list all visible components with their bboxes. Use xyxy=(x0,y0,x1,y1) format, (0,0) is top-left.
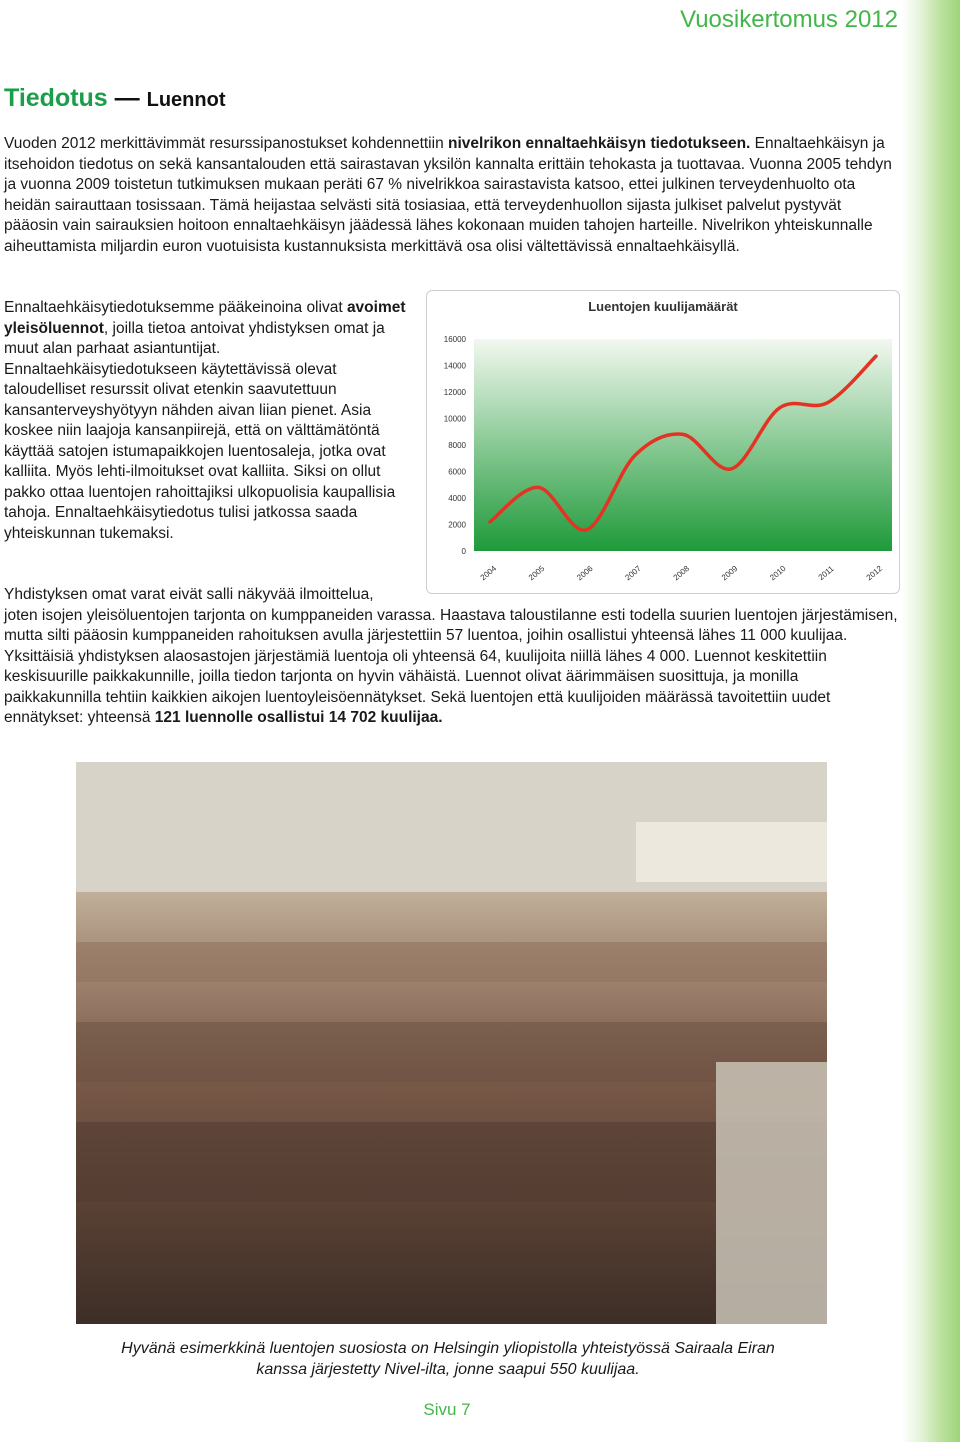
x-tick-label: 2009 xyxy=(719,563,740,583)
y-tick-label: 10000 xyxy=(443,414,466,424)
p2-bold-1: avoimet yleisöluennot xyxy=(4,299,406,337)
x-tick-label: 2011 xyxy=(816,564,836,583)
p2-text-2: , joilla tietoa antoivat yhdistyksen omat ja muut alan parhaat asiantuntijat. Ennaltaehkäisytiedotukseen käytettävissä olevat taloudelliset resurssit olivat etenkin saavutettuun kansanterveyshyötyyn nähden aivan liian pienet. Asia koskee niin laajoja kansanpiirejä, että on välttämätöntä käyttää satojen istumapaikkojen luentosaleja, jotka ovat kalliita. Myös lehti-ilmoitukset ovat kalliita. Siksi on ollut pakko ottaa luentojen rahoittajiksi ulkopuolisia kaupallisia tahoja. Ennaltaehkäisytiedotus tulisi jatkossa saada yhteiskunnan tukemaksi. xyxy=(4,319,396,542)
paragraph-intro xyxy=(4,134,898,257)
p3-text-0: Yhdistyksen omat varat eivät salli näkyvää ilmoittelua, xyxy=(4,586,374,603)
x-tick-label: 2012 xyxy=(864,563,885,583)
caption-line-1: Hyvänä esimerkkinä luentojen suosiosta on Helsingin yliopistolla yhteistyössä Sairaala Eiran xyxy=(121,1340,775,1357)
section-subtitle: Luennot xyxy=(146,89,226,111)
p2-text-1: Ennaltaehkäisytiedotuksemme pääkeinoina olivat xyxy=(4,299,347,316)
chart-title: Luentojen kuulijamäärät xyxy=(588,299,738,314)
lecture-hall-photo-svg xyxy=(76,762,827,1324)
x-tick-label: 2006 xyxy=(575,563,595,583)
y-tick-label: 4000 xyxy=(448,494,466,503)
attendance-chart xyxy=(426,290,900,594)
y-tick-label: 16000 xyxy=(443,335,466,344)
p3-bold-1: 121 luennolle osallistui 14 702 kuulijaa. xyxy=(154,709,443,726)
lecture-hall-photo xyxy=(76,762,827,1324)
p1-bold-1: nivelrikon ennaltaehkäisyn tiedotukseen. xyxy=(448,135,751,152)
photo-caption xyxy=(60,1338,836,1380)
y-tick-label: 14000 xyxy=(443,361,466,371)
y-tick-label: 8000 xyxy=(448,441,466,450)
x-tick-label: 2010 xyxy=(768,563,788,583)
section-dash: — xyxy=(114,84,140,112)
page-number: Sivu 7 xyxy=(423,1400,471,1419)
y-tick-label: 12000 xyxy=(443,388,466,397)
report-title: Vuosikertomus 2012 xyxy=(680,6,898,33)
plot-area-background xyxy=(474,339,892,551)
section-heading xyxy=(4,84,226,113)
x-tick-label: 2005 xyxy=(526,563,547,583)
paragraph-lectures xyxy=(4,298,416,544)
p1-text-1: Vuoden 2012 merkittävimmät resurssipanostukset kohdennettiin xyxy=(4,135,448,152)
section-title: Tiedotus xyxy=(4,84,108,112)
y-tick-label: 0 xyxy=(461,547,466,556)
side-accent-bar xyxy=(902,0,960,1442)
p3-text-1: joten isojen yleisöluentojen tarjonta on kumppaneiden varassa. Haastava taloustilanne esti todella suurien luentojen järjestämisen, mutta silti pääosin kumppaneiden rahoituksen avulla järjestettiin 57 luentoa, joihin osallistui yhteensä lähes 11 000 kuulijaa. Yksittäisiä yhdistyksen alaosastojen järjestämiä luentoja oli yhteensä 64, kuulijoita niillä lähes 4 000. Luennot keskitettiin keskisuurille paikkakunnille, joilla tiedon tarjonta on hyvin vähäistä. Luennot olivat äärimmäisen suosittuja, ja monilla paikkakunnilla tehtiin kaikkien aikojen luentoyleisöennätykset. Sekä luentojen että kuulijoiden määrässä tavoitettiin uudet ennätykset: yhteensä xyxy=(4,606,898,726)
caption-line-2: kanssa järjestetty Nivel-ilta, jonne saapui 550 kuulijaa. xyxy=(256,1361,640,1378)
y-tick-label: 2000 xyxy=(448,520,466,530)
x-tick-label: 2007 xyxy=(623,563,643,583)
x-tick-label: 2008 xyxy=(671,563,692,583)
attendance-chart-svg xyxy=(427,291,899,593)
paragraph-partners xyxy=(4,585,898,729)
y-tick-label: 6000 xyxy=(448,467,466,477)
x-tick-label: 2004 xyxy=(478,563,499,583)
p1-text-2: Ennaltaehkäisyn ja itsehoidon tiedotus on sekä kansantalouden että sairastavan yksilön kannalta erittäin tehokasta ja tuottavaa. Vuonna 2005 tehdyn ja vuonna 2009 toistetun tutkimuksen mukaan peräti 67 % nivelrikkoa sairastavista katsoo, ettei julkinen terveydenhuolto ota heidän sairauttaan tosissaan. Tämä heijastaa selvästi sitä tosiasiaa, että terveydenhuollon sijasta julkiset palvelut pystyvät pääosin vain sairauksien hoitoon ennaltaehkäisyn jäädessä lähes kokonaan muiden tahojen harteille. Nivelrikon yhteiskunnalle aiheuttamista miljardin euron vuotuisista kustannuksista merkittävä osa olisi vältettävissä ennaltaehkäisyllä. xyxy=(4,135,892,255)
